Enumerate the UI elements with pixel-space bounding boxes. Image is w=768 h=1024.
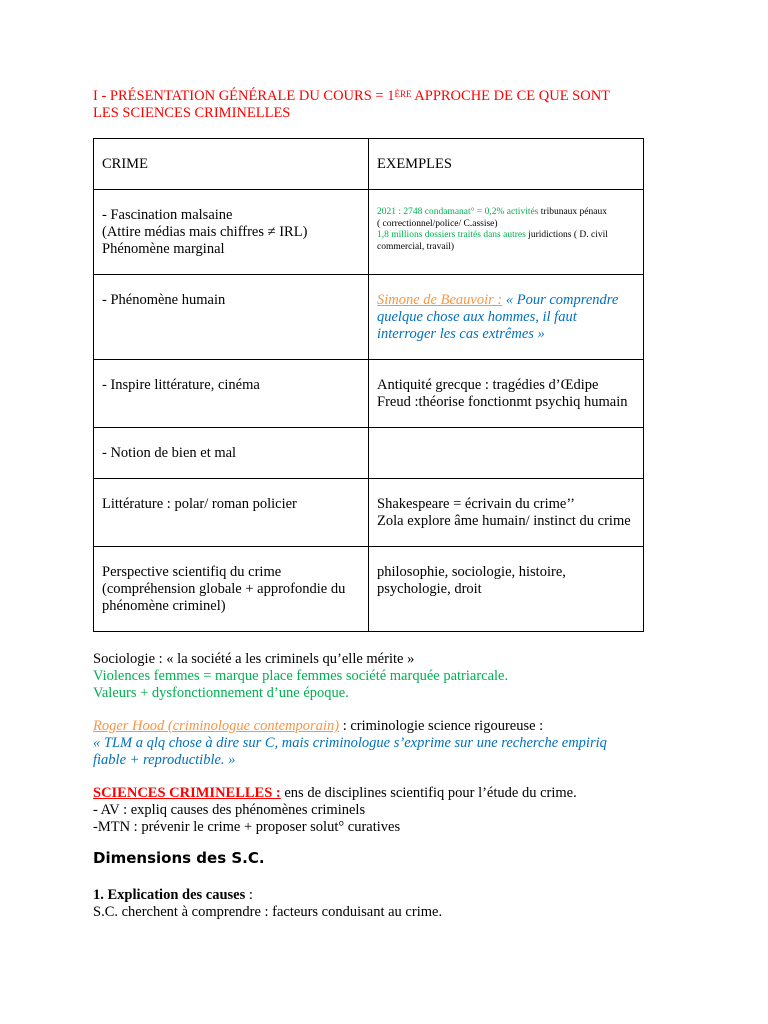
table-row [94, 190, 644, 275]
col-header-crime: CRIME [102, 156, 148, 172]
table-row [94, 428, 644, 479]
row1-crime: - Fascination malsaine (Attire médias mais chiffres ≠ IRL) Phénomène marginal [102, 207, 308, 257]
crime-table [93, 138, 644, 632]
heading-line1-post: APPROCHE DE CE QUE SONT [411, 88, 611, 104]
row5-crime: Littérature : polar/ roman policier [102, 496, 297, 512]
dimensions-heading: Dimensions des S.C. [93, 849, 265, 867]
hood-paragraph: Roger Hood (criminologue contemporain) : criminologie science rigoureuse : « TLM a qlq chose à dire sur C, mais criminologue s’exprime sur une recherche empiriq fiable + reproductible. » [93, 718, 607, 768]
sciences-criminelles-term: SCIENCES CRIMINELLES : [93, 785, 281, 801]
heading-line2: LES SCIENCES CRIMINELLES [93, 105, 291, 121]
row5-exemples: Shakespeare = écrivain du crime’’ Zola explore âme humain/ instinct du crime [377, 496, 631, 529]
author-simone-de-beauvoir: Simone de Beauvoir : [377, 292, 503, 308]
table-row [94, 275, 644, 360]
row4-exemples [369, 428, 643, 445]
row2-crime: - Phénomène humain [102, 292, 226, 308]
sciences-criminelles-paragraph: SCIENCES CRIMINELLES : ens de disciplines scientifiq pour l’étude du crime. - AV : expliq causes des phénomènes criminels -MTN : prévenir le crime + proposer solut° curatives [93, 785, 577, 835]
row2-exemples: Simone de Beauvoir : « Pour comprendre quelque chose aux hommes, il faut interroger les cas extrêmes » [377, 292, 619, 342]
table-row [94, 360, 644, 428]
table-header-row [94, 139, 644, 190]
row3-exemples: Antiquité grecque : tragédies d’Œdipe Freud :théorise fonctionmt psychiq humain [377, 377, 628, 410]
heading-line1-pre: I - PRÉSENTATION GÉNÉRALE DU COURS = 1 [93, 88, 395, 104]
row6-exemples: philosophie, sociologie, histoire, psychologie, droit [377, 564, 566, 597]
section-heading [93, 88, 683, 122]
row4-crime: - Notion de bien et mal [102, 445, 237, 461]
row3-crime: - Inspire littérature, cinéma [102, 377, 260, 393]
sociologie-paragraph: Sociologie : « la société a les criminels qu’elle mérite » Violences femmes = marque place femmes société marquée patriarcale. Valeurs + dysfonctionnement d’une époque. [93, 651, 509, 701]
explication-causes-paragraph: 1. Explication des causes : S.C. cherchent à comprendre : facteurs conduisant au crime. [93, 887, 443, 920]
table-row [94, 479, 644, 547]
row1-exemples: 2021 : 2748 condamanat° = 0,2% activités tribunaux pénaux ( correctionnel/police/ C.assise) 1,8 millions dossiers traités dans autres juridictions ( D. civil commercial, travail) [377, 207, 608, 252]
explication-causes-title: 1. Explication des causes [93, 887, 246, 903]
author-roger-hood: Roger Hood (criminologue contemporain) [93, 718, 340, 734]
col-header-exemples: EXEMPLES [377, 156, 452, 172]
table-row [94, 547, 644, 632]
heading-superscript: ÈRE [394, 89, 412, 99]
row6-crime: Perspective scientifiq du crime (compréhension globale + approfondie du phénomène criminel) [102, 564, 346, 614]
